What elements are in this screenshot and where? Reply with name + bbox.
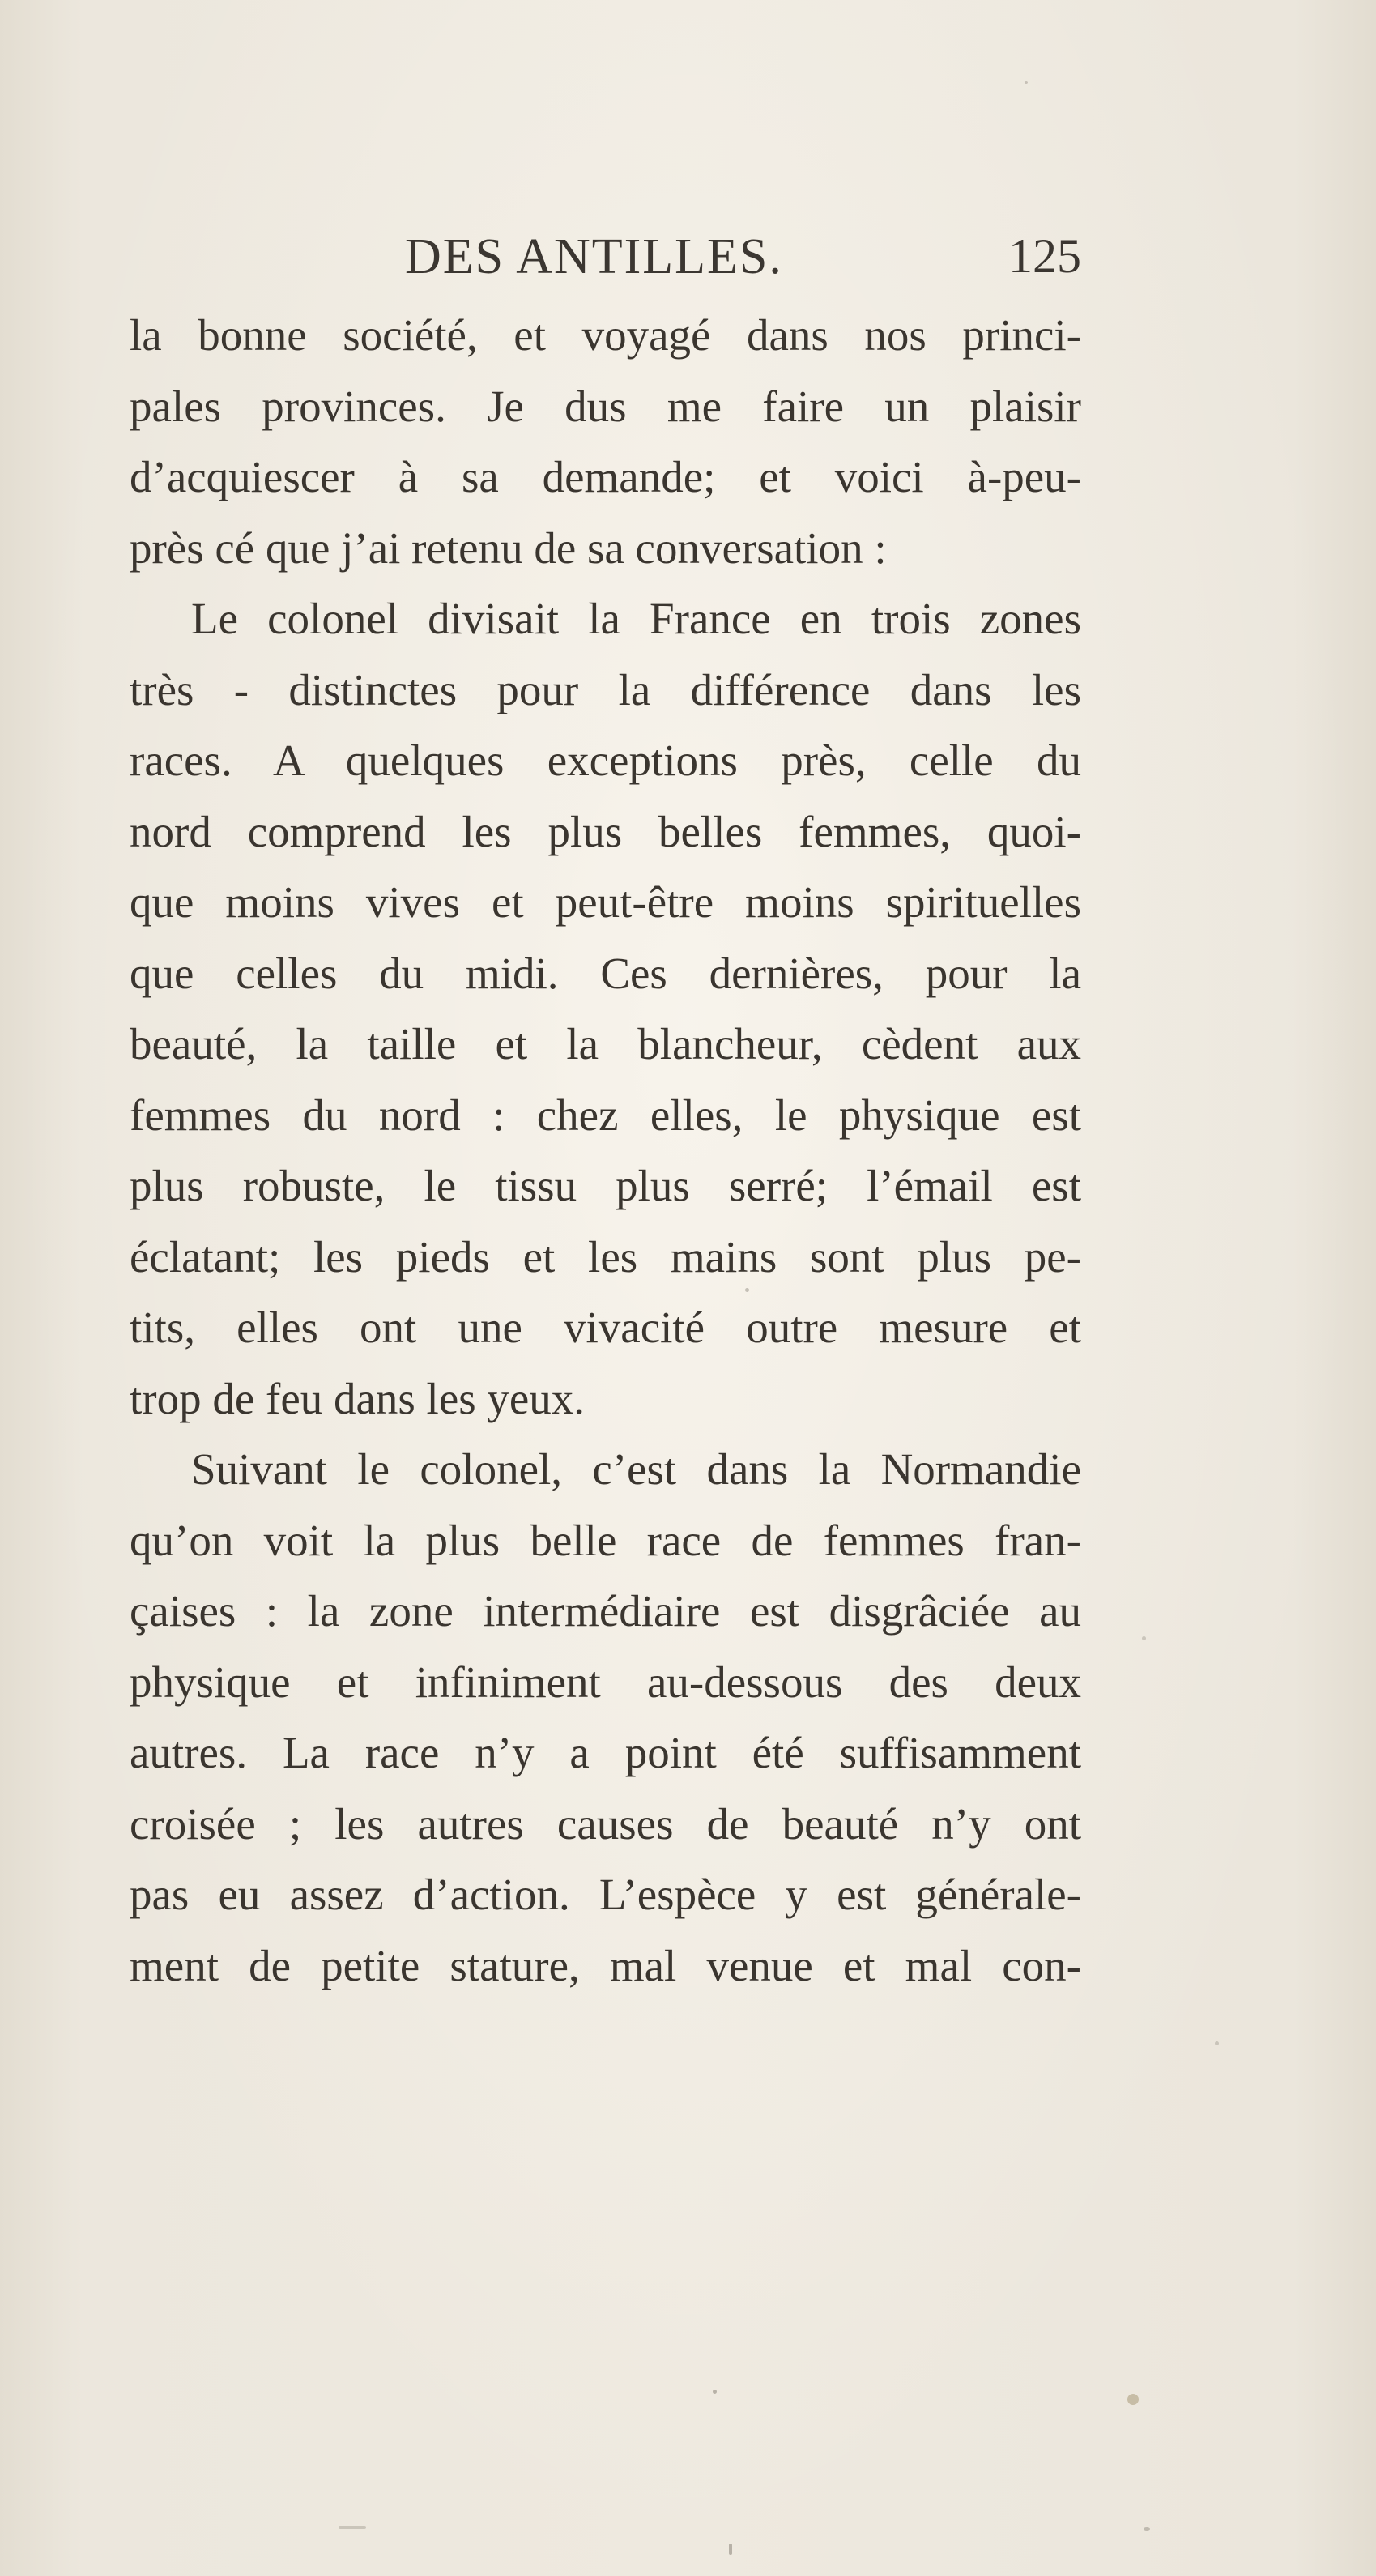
running-head [130, 228, 1081, 301]
text-line: que celles du midi. Ces dernières, pour la [130, 948, 1081, 998]
text-line: croisée ; les autres causes de beauté n’y ont [130, 1798, 1081, 1849]
text-line: autres. La race n’y a point été suffisamment [130, 1728, 1081, 1777]
paper-speck [1215, 2041, 1219, 2045]
text-line: tits, elles ont une vivacité outre mesure et [130, 1303, 1081, 1352]
text-line: races. A quelques exceptions près, celle du [130, 736, 1081, 785]
text-line: nord comprend les plus belles femmes, quoi- [130, 806, 1081, 856]
page-number: 125 [1008, 229, 1081, 283]
paper-speck [745, 1288, 749, 1292]
paper-speck [1144, 2527, 1150, 2531]
paragraph-start-line: Suivant le colonel, c’est dans la Normandie [191, 1444, 1081, 1494]
text-line: femmes du nord : chez elles, le physique est [130, 1090, 1081, 1140]
text-line: éclatant; les pieds et les mains sont plus pe- [130, 1231, 1081, 1282]
paper-speck [1127, 2394, 1139, 2405]
paper-speck [729, 2544, 732, 2555]
text-line: trop de feu dans les yeux. [130, 1373, 586, 1423]
paper-speck [1142, 1636, 1146, 1640]
paper-speck [339, 2526, 366, 2529]
running-title: DES ANTILLES. [405, 229, 783, 284]
text-line: d’acquiescer à sa demande; et voici à-peu- [130, 452, 1081, 501]
text-line: beauté, la taille et la blancheur, cèdent aux [130, 1019, 1081, 1068]
paper-speck [713, 2390, 717, 2394]
text-line: plus robuste, le tissu plus serré; l’émail est [130, 1161, 1081, 1210]
paragraph-start-line: Le colonel divisait la France en trois zones [191, 594, 1081, 643]
text-line: que moins vives et peut-être moins spirituelles [130, 877, 1081, 927]
text-line: çaises : la zone intermédiaire est disgrâciée au [130, 1586, 1081, 1636]
text-line: près cé que j’ai retenu de sa conversation : [130, 522, 887, 573]
text-line: très - distinctes pour la différence dans les [130, 664, 1081, 714]
text-line: qu’on voit la plus belle race de femmes fran- [130, 1515, 1081, 1565]
body-text [130, 300, 1081, 2001]
text-line: ment de petite stature, mal venue et mal con- [130, 1940, 1081, 1990]
text-line: physique et infiniment au-dessous des deux [130, 1657, 1081, 1707]
text-line: pales provinces. Je dus me faire un plaisir [130, 381, 1081, 431]
text-line: la bonne société, et voyagé dans nos princi- [130, 310, 1081, 360]
text-line: pas eu assez d’action. L’espèce y est générale- [130, 1870, 1081, 1919]
paper-speck [1025, 81, 1028, 84]
